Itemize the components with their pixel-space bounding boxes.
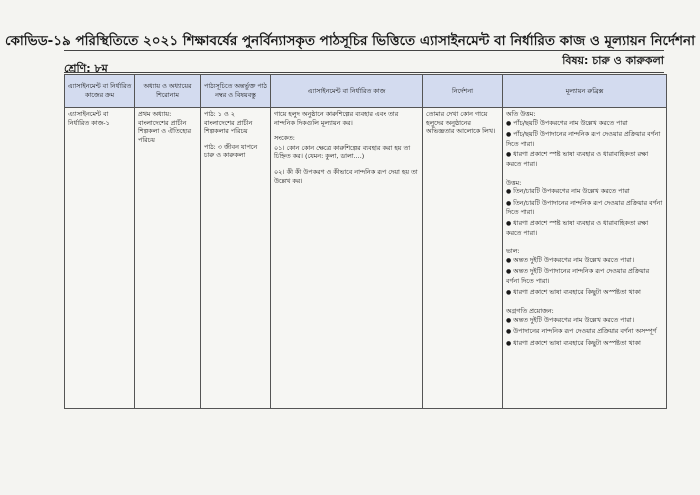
assignment-hint-label: সংকেত: xyxy=(274,134,295,143)
bullet-icon: ● xyxy=(506,199,514,207)
bullet-icon: ● xyxy=(506,151,514,159)
cell-rubric xyxy=(503,108,667,409)
rubric-criterion: ● পাঁচ/ছয়টি উপাদানের নান্দনিক রূপ দেওয়ার প্রক্রিয়ার বর্ণনা দিতে পারা। xyxy=(506,130,661,148)
table-header-row xyxy=(65,75,667,108)
assignment-question-2: ০২। কী কী উপকরণ ও কীভাবে নান্দনিক রূপ দেয়া হয় তা উল্লেখ কর। xyxy=(274,167,418,185)
col-header-chapter: অধ্যায় ও অধ্যায়ের শিরোনাম xyxy=(135,75,201,108)
bullet-icon: ● xyxy=(506,339,514,347)
rubric-criterion: ● অন্তত দুইটি উপকরণের নাম উল্লেখ করতে পারা। xyxy=(506,315,635,324)
bullet-icon: ● xyxy=(506,268,514,276)
rubric-criterion: ● ধারণা প্রকাশে ভাষা ব্যবহারে কিছুটা অস্পষ্টতা থাকা xyxy=(506,287,641,296)
col-header-serial: এ্যাসাইনমেন্ট বা নির্ধারিত কাজের ক্রম xyxy=(65,75,135,108)
rubric-criterion: ● তিন/চারটি উপাদানের নান্দনিক রূপ দেওয়ার প্রক্রিয়ার বর্ণনা দিতে পারা। xyxy=(506,198,663,217)
rubric-criterion: ● উপাদানের নান্দনিক রূপ দেওয়ার প্রক্রিয়ার বর্ণনা অসম্পূর্ণ xyxy=(506,327,657,336)
header-rule-top xyxy=(64,50,664,51)
lesson-1: পাঠ: ১ ও ২ বাংলাদেশের প্রাচীন শিল্পকলার পরিচয় xyxy=(204,110,253,136)
chapter-text: প্রথম অধ্যায়: বাংলাদেশের প্রাচীন শিল্পকলা ও ঐতিহ্যের পরিচয় xyxy=(138,110,192,144)
cell-assignment xyxy=(271,108,423,409)
rubric-criterion: ● অন্তত দুইটি উপকরণের নাম উল্লেখ করতে পারা। xyxy=(506,255,635,264)
col-header-rubric: মূল্যায়ন রুব্রিক্স xyxy=(503,75,667,108)
bullet-icon: ● xyxy=(506,188,514,196)
rubric-level-2: উত্তম: xyxy=(506,178,522,187)
assignment-question-1: ০১। কোন কোন ক্ষেত্রে কারুশিল্পের ব্যবহার করা হয় তা চিহ্নিত কর। (যেমন: কুলা, ডালা....) xyxy=(274,143,411,161)
rubric-criterion: ● অন্তত দুইটি উপাদানের নান্দনিক রূপ দেওয়ার প্রক্রিয়ার বর্ণনা দিতে পারা। xyxy=(506,267,650,285)
rubric-level-1: অতি উত্তম: xyxy=(506,110,536,118)
bullet-icon: ● xyxy=(506,131,514,139)
rubric-criterion: ● ধারণা প্রকাশে ভাষা ব্যবহারে কিছুটা অস্পষ্টতা থাকা xyxy=(506,338,641,347)
grade-label: শ্রেণি: ৮ম xyxy=(64,62,108,75)
table-row xyxy=(65,108,667,409)
bullet-icon: ● xyxy=(506,119,514,127)
header-rule-bottom xyxy=(64,72,664,73)
rubric-level-4: অগ্রগতি প্রয়োজন: xyxy=(506,307,554,316)
rubric-criterion: ● ধারণা প্রকাশে স্পষ্ট ভাষা ব্যবহার ও ধারাবাহিকতা রক্ষা করতে পারা। xyxy=(506,150,649,168)
assignment-table xyxy=(64,74,667,409)
bullet-icon: ● xyxy=(506,288,514,296)
col-header-assignment: এ্যাসাইনমেন্ট বা নির্ধারিত কাজ xyxy=(271,75,423,108)
rubric-criterion: ● পাঁচ/ছয়টি উপকরণের নাম উল্লেখ করতে পারা xyxy=(506,118,628,127)
col-header-lessons: পাঠ্যসূচিতে অন্তর্ভুক্ত পাঠ নম্বর ও বিষয়বস্তু xyxy=(201,75,271,108)
cell-lessons xyxy=(201,108,271,409)
rubric-level-3: ভাল: xyxy=(506,247,520,256)
cell-instruction xyxy=(423,108,503,409)
bullet-icon: ● xyxy=(506,256,514,264)
serial-text: এ্যাসাইনমেন্ট বা নির্ধারিত কাজ-১ xyxy=(68,110,110,127)
lesson-2: পাঠ: ৩ জীবন যাপনে চারু ও কারুকলা xyxy=(204,142,258,160)
assignment-intro: গায়ে হলুদ অনুষ্ঠানে কারুশিল্পের ব্যবহার এবং তার নান্দনিক দিকগুলি মূল্যায়ন কর। xyxy=(274,110,399,127)
rubric-criterion: ● তিন/চারটি উপকরণের নাম উল্লেখ করতে পারা xyxy=(506,187,630,196)
bullet-icon: ● xyxy=(506,328,514,336)
page-title: কোভিড-১৯ পরিস্থিতিতে ২০২১ শিক্ষাবর্ষের পুনর্বিন্যাসকৃত পাঠসূচির ভিত্তিতে এ্যাসাইনমেন্ট বা নির্ধারিত কাজ ও মূল্যায়ন নির্দেশনা xyxy=(4,33,696,49)
cell-chapter xyxy=(135,108,201,409)
bullet-icon: ● xyxy=(506,316,514,324)
cell-serial xyxy=(65,108,135,409)
bullet-icon: ● xyxy=(506,219,514,227)
col-header-instruction: নির্দেশনা xyxy=(423,75,503,108)
subject-label: বিষয়: চারু ও কারুকলা xyxy=(562,54,664,67)
rubric-criterion: ● ধারণা প্রকাশে স্পষ্ট ভাষা ব্যবহার ও ধারাবাহিকতা রক্ষা করতে পারা। xyxy=(506,218,649,237)
instruction-text: তোমার দেখা কোন গায়ে হলুদের অনুষ্ঠানের অভিজ্ঞতার আলোকে লিখ। xyxy=(426,110,496,136)
